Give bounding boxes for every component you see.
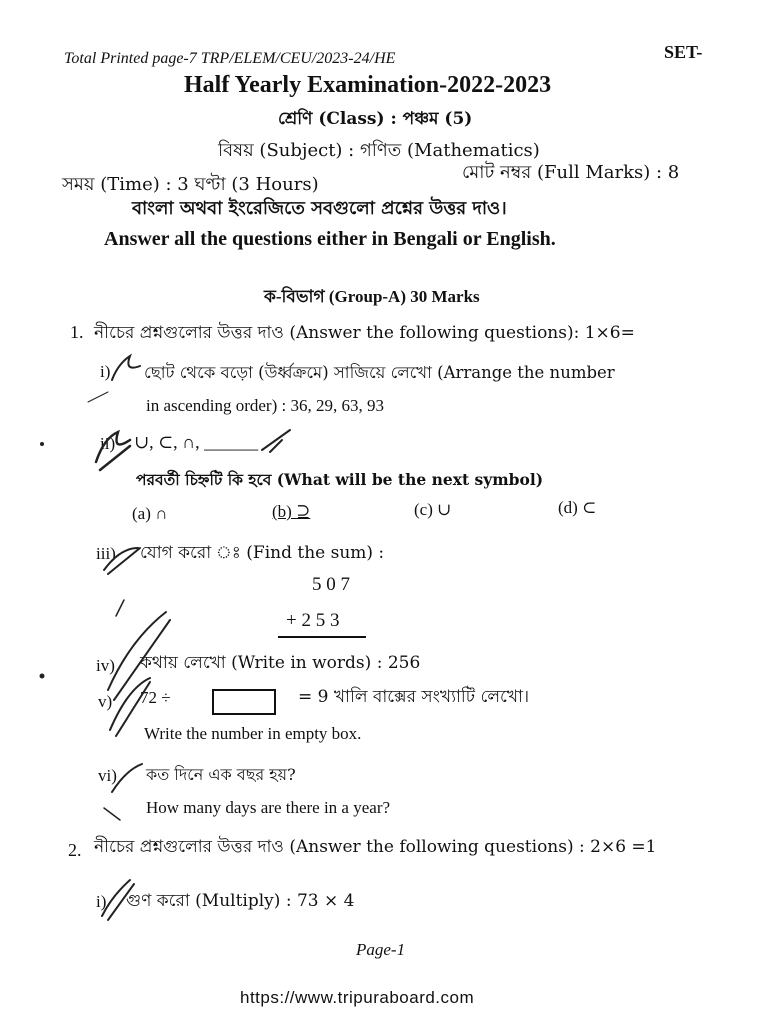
pen-stroke — [104, 808, 120, 820]
q1-ii-label: ii) — [100, 434, 116, 453]
q1-i-text2: in ascending order) : 36, 29, 63, 93 — [146, 396, 384, 415]
q1-vi-text: কত দিনে এক বছর হয়? — [146, 765, 296, 784]
pen-stroke — [88, 392, 108, 402]
q1-text: নীচের প্রশ্নগুলোর উত্তর দাও (Answer the following questions): 1×6= — [94, 323, 635, 343]
q1-vi-en: How many days are there in a year? — [146, 798, 391, 817]
q2-number: 2. — [68, 840, 82, 860]
q2-i-label: i) — [96, 892, 107, 911]
answer-scribble-ii — [262, 430, 290, 452]
q1-iii-top: 5 0 7 — [312, 574, 350, 595]
printed-info: Total Printed page-7 TRP/ELEM/CEU/2023-24/HE — [64, 50, 396, 67]
tick-mark-q1-i — [112, 356, 140, 380]
subject-line: বিষয় (Subject) : গণিত (Mathematics) — [218, 140, 540, 161]
pen-stroke — [116, 600, 124, 616]
exam-title: Half Yearly Examination-2022-2023 — [184, 72, 552, 98]
empty-answer-box — [212, 689, 276, 715]
group-a-heading: ক-বিভাগ (Group-A) 30 Marks — [264, 287, 480, 306]
sum-line — [278, 636, 366, 638]
q1-ii-sequence: ∪, ⊂, ∩, ______ — [134, 432, 259, 452]
ink-dot — [40, 674, 45, 679]
q1-v-en: Write the number in empty box. — [144, 724, 362, 743]
q1-v-right: = 9 খালি বাক্সের সংখ্যাটি লেখো। — [298, 687, 530, 707]
q1-i-label: i) — [100, 362, 111, 381]
q1-iii-bottom: + 2 5 3 — [286, 610, 340, 631]
q1-v-left: 72 ÷ — [140, 688, 171, 707]
q1-ii-option-b: (b) ⊇ — [272, 502, 311, 521]
q1-ii-option-d: (d) ⊂ — [558, 498, 597, 517]
q1-iii-text: যোগ করো ঃ (Find the sum) : — [140, 543, 385, 563]
q1-ii-option-c: (c) ∪ — [414, 500, 452, 519]
ink-dot — [40, 442, 44, 446]
q1-number: 1. — [70, 322, 84, 342]
q2-i-text: গুণ করো (Multiply) : 73 × 4 — [126, 891, 355, 911]
instruction-bn: বাংলা অথবা ইংরেজিতে সবগুলো প্রশ্নের উত্তর দাও। — [132, 198, 507, 219]
q1-i-text: ছোট থেকে বড়ো (উর্ধ্বক্রমে) সাজিয়ে লেখো (Arrange the number — [144, 363, 615, 382]
class-line: শ্রেণি (Class) : পঞ্চম (5) — [278, 109, 473, 129]
set-label: SET- — [664, 42, 703, 62]
q1-v-label: v) — [98, 692, 113, 711]
full-marks: মোট নম্বর (Full Marks) : 8 — [462, 162, 680, 183]
instruction-en: Answer all the questions either in Bengali or English. — [104, 228, 556, 250]
q1-vi-label: vi) — [98, 766, 117, 785]
page-number: Page-1 — [356, 940, 406, 959]
q1-ii-option-a: (a) ∩ — [132, 504, 168, 523]
q1-iv-label: iv) — [96, 656, 115, 675]
q1-iii-label: iii) — [96, 544, 116, 563]
q2-text: নীচের প্রশ্নগুলোর উত্তর দাও (Answer the following questions) : 2×6 =1 — [94, 837, 657, 857]
footer-url[interactable]: https://www.tripuraboard.com — [240, 988, 475, 1007]
q1-iv-text: কথায় লেখো (Write in words) : 256 — [140, 653, 421, 673]
q1-ii-question: পরবর্তী চিহ্নটি কি হবে (What will be the next symbol) — [136, 470, 544, 489]
time-line: সময় (Time) : 3 ঘণ্টা (3 Hours) — [62, 174, 319, 195]
